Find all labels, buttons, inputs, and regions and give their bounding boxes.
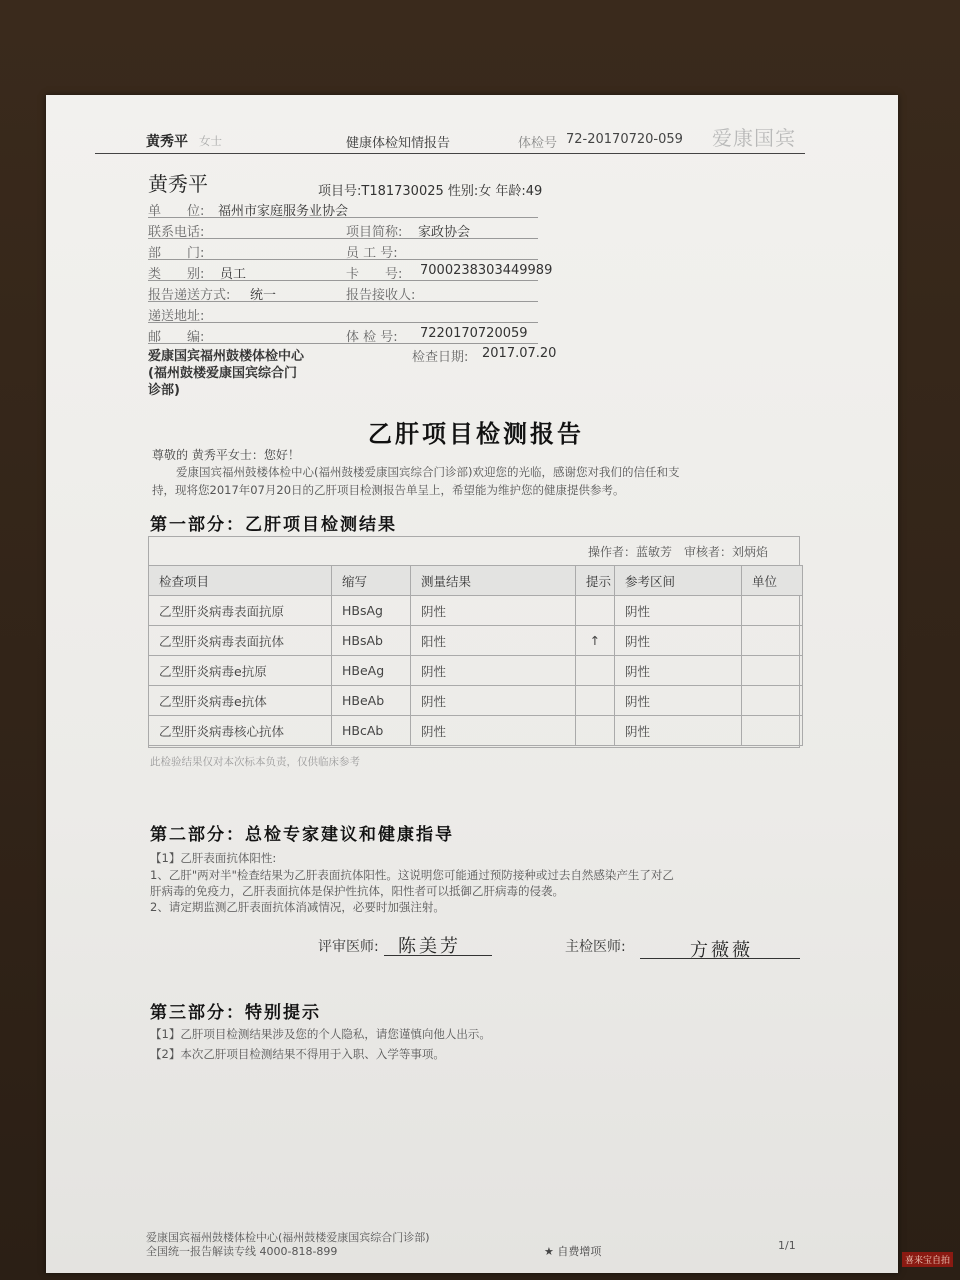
info-label-card-no: 卡 号:: [346, 267, 403, 282]
results-header-row: [149, 566, 803, 596]
header-rule: [95, 153, 805, 154]
part2-heading: 第二部分：总检专家建议和健康指导: [150, 825, 454, 845]
cell-result: 阴性: [411, 656, 576, 686]
reviewer-label: 评审医师:: [318, 939, 379, 955]
footer-page-number: 1/1: [778, 1239, 796, 1252]
col-abbr: 缩写: [332, 566, 411, 596]
table-row: [149, 686, 803, 716]
footer-hotline: 全国统一报告解读专线 4000-818-899: [146, 1245, 338, 1258]
cell-abbr: HBsAb: [332, 626, 411, 656]
header-exam-no-label: 体检号: [518, 136, 558, 151]
cell-ref: 阴性: [615, 596, 742, 626]
advice-line3: 肝病毒的免疫力，乙肝表面抗体是保护性抗体，阳性者可以抵御乙肝病毒的侵袭。: [150, 884, 564, 898]
notice-line2: 【2】本次乙肝项目检测结果不得用于入职、入学等事项。: [150, 1047, 445, 1061]
cell-ref: 阴性: [615, 686, 742, 716]
cell-item: 乙型肝炎病毒e抗原: [149, 656, 332, 686]
info-label-phone: 联系电话:: [148, 225, 205, 240]
report-intro-line1: 爱康国宾福州鼓楼体检中心(福州鼓楼爱康国宾综合门诊部)欢迎您的光临，感谢您对我们的信任和支: [176, 465, 680, 479]
cell-hint: [576, 716, 615, 746]
table-row: [149, 716, 803, 746]
notice-line1: 【1】乙肝项目检测结果涉及您的个人隐私，请您谨慎向他人出示。: [150, 1027, 491, 1041]
info-project-line: 项目号:T181730025 性别:女 年龄:49: [318, 184, 543, 199]
cell-abbr: HBeAb: [332, 686, 411, 716]
info-value-card-no: 7000238303449989: [420, 263, 553, 278]
table-row: [149, 656, 803, 686]
cell-unit: [742, 716, 803, 746]
cell-abbr: HBsAg: [332, 596, 411, 626]
center-name-line1: 爱康国宾福州鼓楼体检中心: [148, 349, 305, 364]
center-name-line3: 诊部): [148, 383, 180, 398]
cell-abbr: HBcAb: [332, 716, 411, 746]
info-rule-7: [148, 343, 538, 344]
header-report-type: 健康体检知情报告: [346, 136, 451, 151]
cell-abbr: HBeAg: [332, 656, 411, 686]
part1-heading: 第一部分：乙肝项目检测结果: [150, 515, 397, 535]
info-value-exam-no: 7220170720059: [420, 326, 528, 341]
col-hint: 提示: [576, 566, 615, 596]
info-label-receiver: 报告接收人:: [346, 288, 416, 303]
info-label-postcode: 邮 编:: [148, 330, 205, 345]
info-rule-4: [148, 280, 538, 281]
cell-result: 阴性: [411, 596, 576, 626]
operator-line: 操作者：蓝敏芳 审核者：刘炳焰: [588, 545, 769, 559]
table-row: [149, 626, 803, 656]
table-row: [149, 596, 803, 626]
col-ref: 参考区间: [615, 566, 742, 596]
info-label-exam-no: 体 检 号:: [346, 330, 398, 345]
cell-ref: 阴性: [615, 716, 742, 746]
footer-center-name: 爱康国宾福州鼓楼体检中心(福州鼓楼爱康国宾综合门诊部): [146, 1231, 430, 1244]
col-unit: 单位: [742, 566, 803, 596]
results-note: 此检验结果仅对本次标本负责，仅供临床参考: [150, 756, 360, 768]
info-rule-2: [148, 238, 538, 239]
cell-result: 阴性: [411, 686, 576, 716]
col-item: 检查项目: [149, 566, 332, 596]
info-rule-3: [148, 259, 538, 260]
header-exam-no: 72-20170720-059: [566, 132, 683, 147]
advice-line4: 2、请定期监测乙肝表面抗体消减情况，必要时加强注射。: [150, 900, 445, 914]
cell-result: 阴性: [411, 716, 576, 746]
brand-logo: 爱康国宾: [712, 126, 796, 150]
info-rule-6: [148, 322, 538, 323]
cell-hint: [576, 596, 615, 626]
watermark-badge: 喜来宝自拍: [902, 1252, 953, 1267]
cell-hint: ↑: [576, 626, 615, 656]
info-label-category: 类 别:: [148, 267, 205, 282]
report-intro-line2: 持，现将您2017年07月20日的乙肝项目检测报告单呈上，希望能为维护您的健康提供参考。: [152, 483, 625, 497]
col-result: 测量结果: [411, 566, 576, 596]
advice-line1: 【1】乙肝表面抗体阳性:: [150, 851, 277, 865]
cell-item: 乙型肝炎病毒核心抗体: [149, 716, 332, 746]
info-value-category: 员工: [220, 267, 247, 282]
cell-item: 乙型肝炎病毒表面抗体: [149, 626, 332, 656]
info-rule-5: [148, 301, 538, 302]
cell-ref: 阴性: [615, 626, 742, 656]
part3-heading: 第三部分：特别提示: [150, 1003, 321, 1023]
cell-hint: [576, 656, 615, 686]
chief-signature: 方薇薇: [690, 940, 753, 961]
info-label-employee-no: 员 工 号:: [346, 246, 398, 261]
cell-unit: [742, 596, 803, 626]
reviewer-sign-line: [384, 955, 492, 956]
center-name-line2: (福州鼓楼爱康国宾综合门: [148, 366, 297, 381]
info-label-delivery: 报告递送方式:: [148, 288, 231, 303]
chief-sign-line: [640, 958, 800, 959]
exam-date-label: 检查日期:: [412, 350, 469, 365]
info-value-project-short: 家政协会: [418, 225, 471, 240]
cell-ref: 阴性: [615, 656, 742, 686]
info-rule-1: [148, 217, 538, 218]
cell-unit: [742, 686, 803, 716]
info-label-project-short: 项目简称:: [346, 225, 403, 240]
cell-hint: [576, 686, 615, 716]
info-value-unit: 福州市家庭服务业协会: [218, 204, 349, 219]
results-table: [148, 565, 803, 746]
report-title: 乙肝项目检测报告: [368, 419, 584, 448]
info-value-delivery: 统一: [250, 288, 277, 303]
cell-item: 乙型肝炎病毒表面抗原: [149, 596, 332, 626]
header-title-suffix: 女士: [199, 134, 222, 148]
reviewer-signature: 陈美芳: [398, 936, 461, 957]
info-label-unit: 单 位:: [148, 204, 205, 219]
info-big-name: 黄秀平: [148, 172, 208, 196]
advice-line2: 1、乙肝"两对半"检查结果为乙肝表面抗体阳性。这说明您可能通过预防接种或过去自然感染产生了对乙: [150, 868, 674, 882]
cell-unit: [742, 656, 803, 686]
header-patient-name: 黄秀平: [146, 134, 188, 150]
cell-unit: [742, 626, 803, 656]
info-label-address: 递送地址:: [148, 309, 205, 324]
report-greeting: 尊敬的 黄秀平女士：您好！: [152, 448, 300, 462]
chief-label: 主检医师:: [565, 939, 626, 955]
info-label-dept: 部 门:: [148, 246, 205, 261]
footer-self-pay: ★ 自费增项: [544, 1245, 602, 1258]
cell-result: 阳性: [411, 626, 576, 656]
exam-date-value: 2017.07.20: [482, 346, 557, 361]
cell-item: 乙型肝炎病毒e抗体: [149, 686, 332, 716]
